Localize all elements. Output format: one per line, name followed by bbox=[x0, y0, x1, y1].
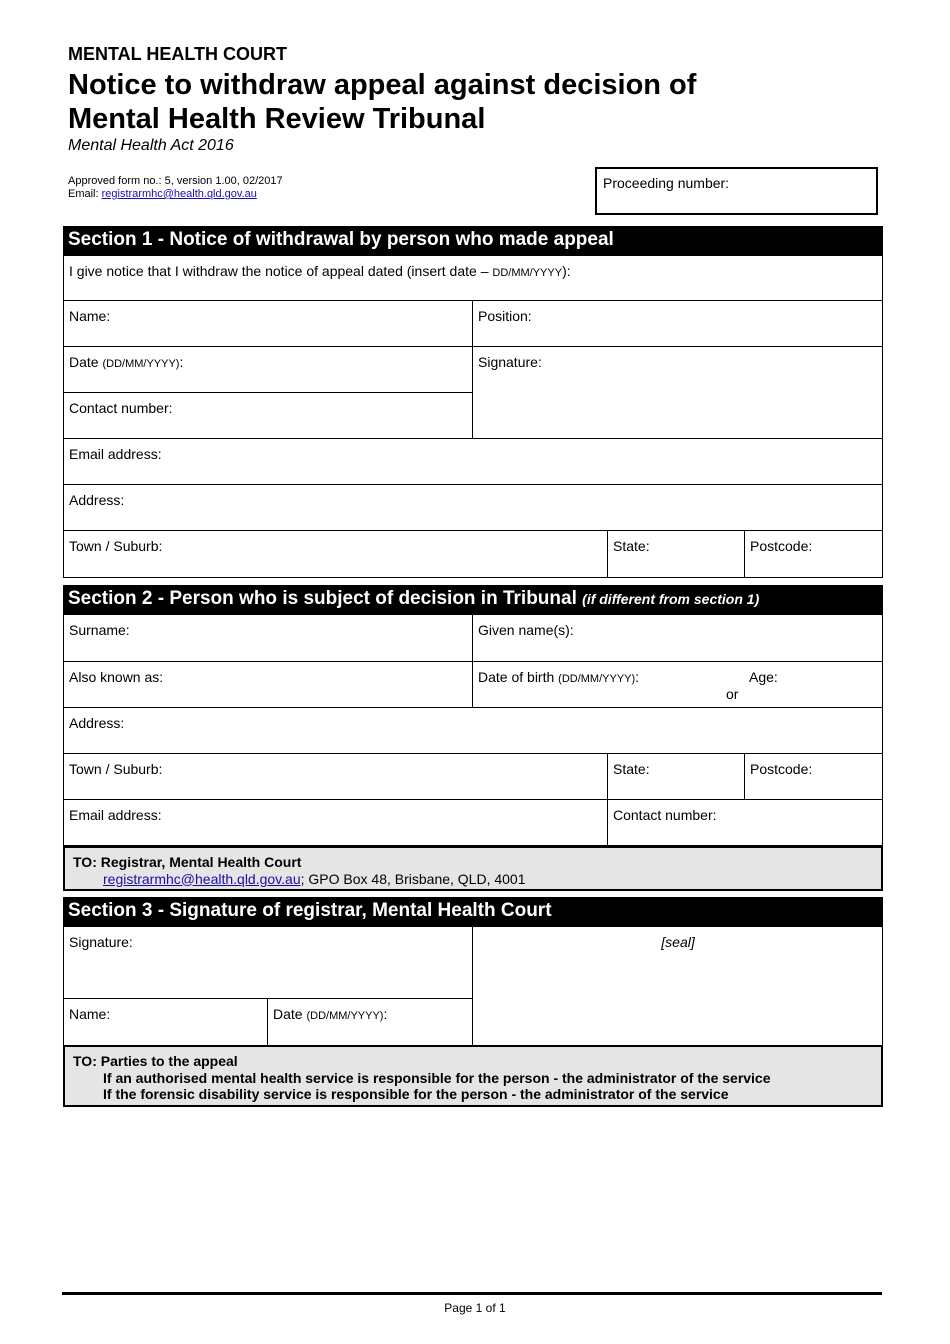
s3-signature-field[interactable]: Signature: bbox=[63, 926, 473, 999]
s1-name-field[interactable]: Name: bbox=[63, 300, 473, 347]
section2-title: Section 2 - Person who is subject of decision in Tribunal bbox=[68, 588, 577, 609]
s3-date-field[interactable] bbox=[267, 998, 473, 1046]
court-name: MENTAL HEALTH COURT bbox=[68, 44, 287, 64]
s1-position-field[interactable]: Position: bbox=[472, 300, 883, 347]
s2-town-field[interactable]: Town / Suburb: bbox=[63, 753, 608, 800]
s1-email-field[interactable]: Email address: bbox=[63, 438, 883, 485]
page-title bbox=[68, 68, 768, 136]
to-parties-line-mental-health: If an authorised mental health service is responsible for the person - the administrator of the service bbox=[103, 1069, 771, 1086]
page-number: Page 1 of 1 bbox=[444, 1301, 506, 1315]
dob-format: (DD/MM/YYYY) bbox=[558, 673, 636, 685]
s3-date-format: (DD/MM/YYYY) bbox=[306, 1010, 384, 1022]
to-parties-box bbox=[63, 1045, 883, 1107]
approved-form: Approved form no.: 5, version 1.00, 02/2017 bbox=[68, 175, 283, 187]
to-parties-line-forensic: If the forensic disability service is responsible for the person - the administrator of the service bbox=[103, 1086, 729, 1102]
date-end: : bbox=[179, 354, 184, 370]
to-parties-title: TO: Parties to the appeal bbox=[73, 1053, 238, 1069]
or-label: or bbox=[726, 686, 739, 702]
to-registrar-address bbox=[73, 871, 873, 888]
s2-address-field[interactable]: Address: bbox=[63, 707, 883, 754]
s3-seal-area: [seal] bbox=[472, 926, 883, 1046]
s2-given-names-field[interactable]: Given name(s): bbox=[472, 614, 883, 662]
act-name: Mental Health Act 2016 bbox=[68, 137, 234, 154]
dob-label: Date of birth bbox=[478, 669, 559, 685]
age-label: Age: bbox=[749, 669, 778, 685]
form-meta bbox=[68, 175, 283, 201]
dob-end: : bbox=[635, 669, 640, 685]
s2-aka-field[interactable]: Also known as: bbox=[63, 661, 473, 708]
notice-text: I give notice that I withdraw the notice of appeal dated (insert date – bbox=[69, 263, 493, 279]
s1-town-field[interactable]: Town / Suburb: bbox=[63, 530, 608, 578]
s3-date-label: Date bbox=[273, 1006, 307, 1022]
s2-postcode-field[interactable]: Postcode: bbox=[744, 753, 883, 800]
title-line-2: Mental Health Review Tribunal bbox=[68, 103, 486, 135]
footer-divider bbox=[62, 1292, 882, 1295]
s1-state-field[interactable]: State: bbox=[607, 530, 745, 578]
date-label: Date bbox=[69, 354, 103, 370]
s1-signature-field[interactable]: Signature: bbox=[472, 346, 883, 439]
to-registrar-postal: ; GPO Box 48, Brisbane, QLD, 4001 bbox=[300, 870, 526, 887]
s1-date-field[interactable] bbox=[63, 346, 473, 393]
registry-email-link[interactable]: registrarmhc@health.qld.gov.au bbox=[101, 188, 257, 200]
email-label: Email: bbox=[68, 188, 102, 200]
to-registrar-email-link[interactable]: registrarmhc@health.qld.gov.au bbox=[103, 870, 301, 887]
withdraw-date-field[interactable] bbox=[63, 255, 883, 301]
title-line-1: Notice to withdraw appeal against decision of bbox=[68, 69, 697, 101]
section1-heading: Section 1 - Notice of withdrawal by person who made appeal bbox=[63, 226, 883, 255]
s2-surname-field[interactable]: Surname: bbox=[63, 614, 473, 662]
section2-heading bbox=[63, 585, 883, 614]
section2-note: (if different from section 1) bbox=[582, 591, 760, 607]
s2-state-field[interactable]: State: bbox=[607, 753, 745, 800]
s2-contact-field[interactable]: Contact number: bbox=[607, 799, 883, 846]
email-line bbox=[68, 188, 283, 201]
s1-contact-field[interactable]: Contact number: bbox=[63, 392, 473, 439]
to-registrar-box bbox=[63, 846, 883, 891]
date-format: (DD/MM/YYYY) bbox=[102, 358, 180, 370]
s2-email-field[interactable]: Email address: bbox=[63, 799, 608, 846]
s3-date-end: : bbox=[383, 1006, 388, 1022]
s2-dob-age-field[interactable] bbox=[472, 661, 883, 708]
notice-end: ): bbox=[562, 263, 571, 279]
notice-date-format: DD/MM/YYYY bbox=[492, 267, 563, 279]
proceeding-number-field[interactable]: Proceeding number: bbox=[595, 167, 878, 215]
to-registrar-title: TO: Registrar, Mental Health Court bbox=[73, 854, 302, 870]
s3-name-field[interactable]: Name: bbox=[63, 998, 268, 1046]
section3-heading: Section 3 - Signature of registrar, Mental Health Court bbox=[63, 897, 883, 926]
s1-address-field[interactable]: Address: bbox=[63, 484, 883, 531]
s1-postcode-field[interactable]: Postcode: bbox=[744, 530, 883, 578]
